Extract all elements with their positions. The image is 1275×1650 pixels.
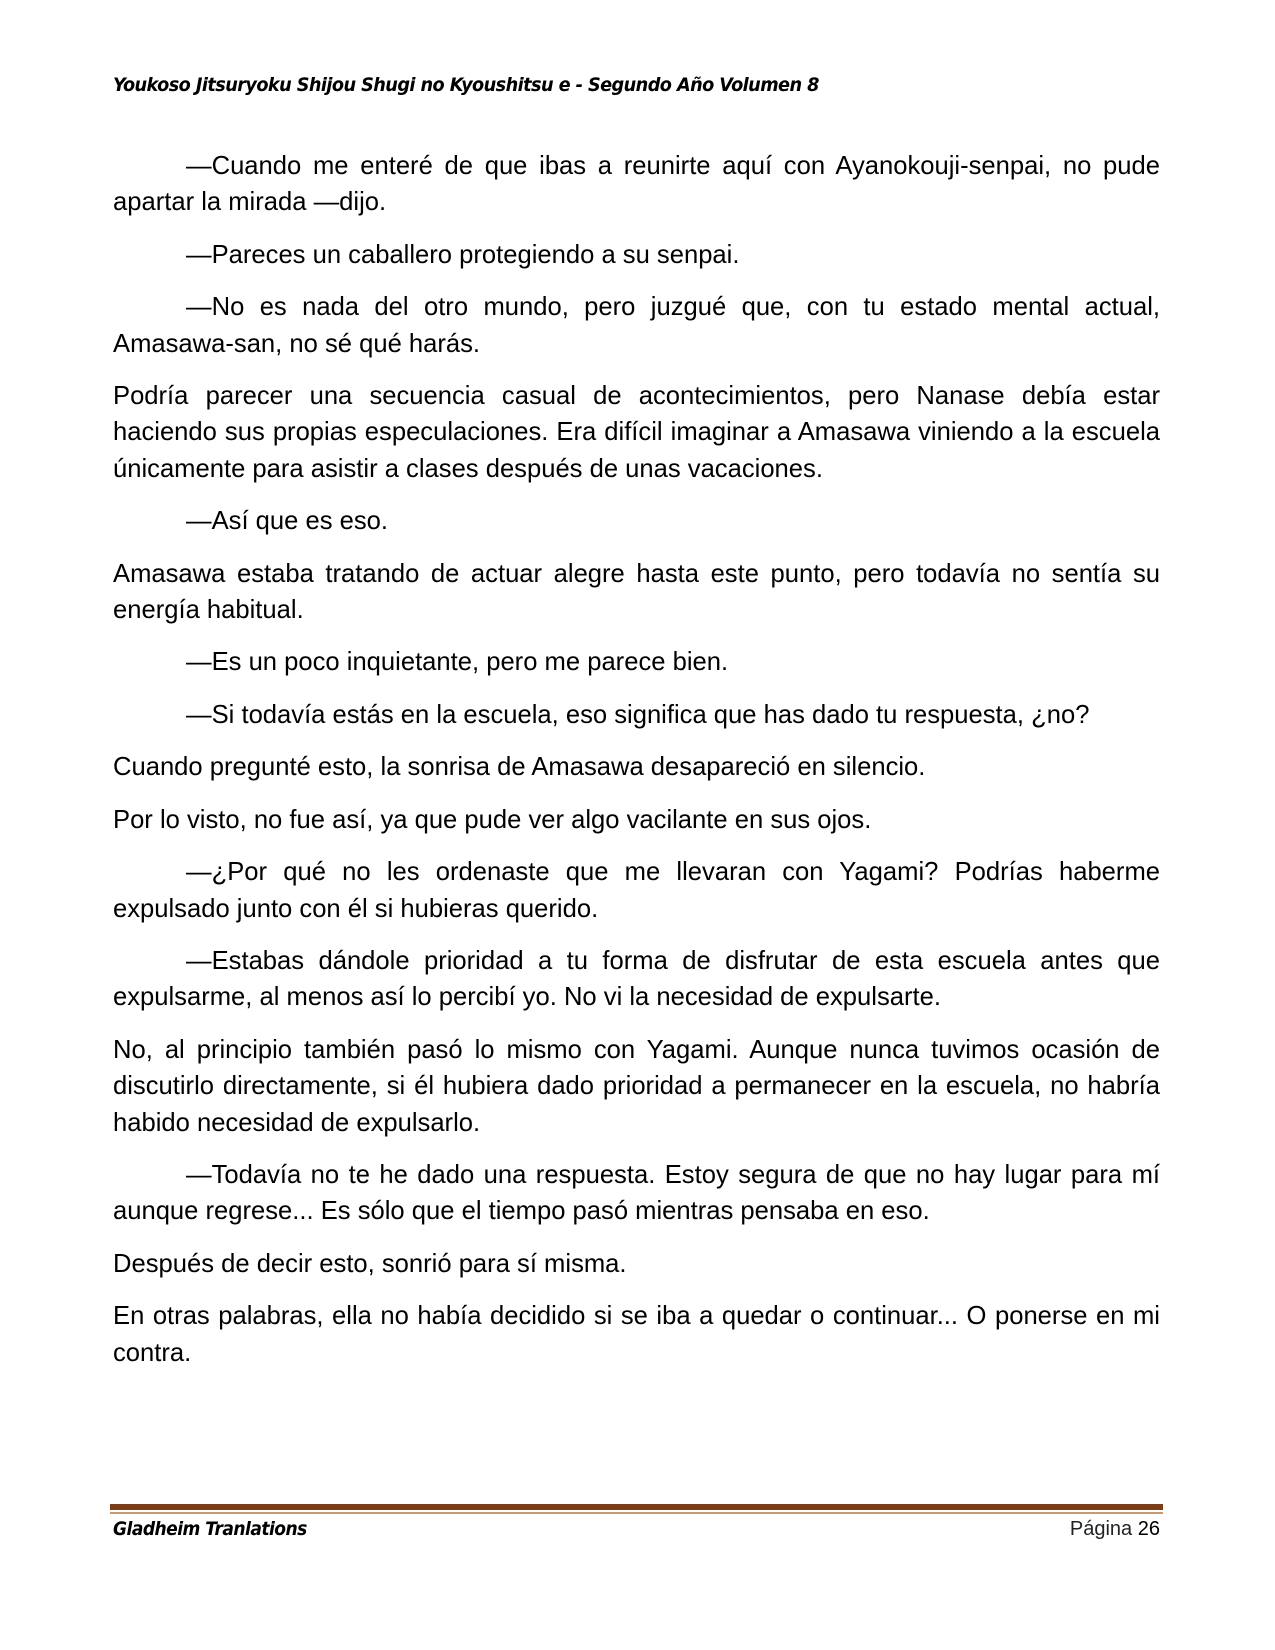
narration-paragraph: Podría parecer una secuencia casual de acontecimientos, pero Nanase debía estar haciendo sus propias especulaciones. Era difícil imaginar a Amasawa viniendo a la escuela únicamente para asistir a clases después de unas vacaciones. — [113, 382, 1160, 483]
page-body — [113, 148, 1160, 1387]
narration-paragraph: Después de decir esto, sonrió para sí misma. — [113, 1249, 627, 1278]
page-label: Página — [1069, 1518, 1133, 1540]
page-number — [1070, 1518, 1160, 1541]
running-header: Youkoso Jitsuryoku Shijou Shugi no Kyoushitsu e - Segundo Año Volumen 8 — [113, 74, 819, 96]
footer-translator: Gladheim Tranlations — [113, 1518, 307, 1540]
dialogue-paragraph: —Si todavía estás en la escuela, eso significa que has dado tu respuesta, ¿no? — [186, 700, 1090, 729]
dialogue-paragraph: —No es nada del otro mundo, pero juzgué que, con tu estado mental actual, Amasawa-san, no sé qué harás. — [113, 293, 1160, 358]
footer-divider-thick — [110, 1504, 1163, 1510]
dialogue-paragraph: —Pareces un caballero protegiendo a su senpai. — [186, 240, 740, 269]
footer-divider-thin — [110, 1512, 1163, 1514]
page-number-value: 26 — [1137, 1518, 1160, 1540]
dialogue-paragraph: —Así que es eso. — [186, 507, 389, 536]
dialogue-paragraph: —Cuando me enteré de que ibas a reunirte aquí con Ayanokouji-senpai, no pude apartar la mirada —dijo. — [113, 152, 1160, 217]
narration-paragraph: Amasawa estaba tratando de actuar alegre hasta este punto, pero todavía no sentía su energía habitual. — [113, 559, 1160, 625]
dialogue-paragraph: —Estabas dándole prioridad a tu forma de disfrutar de esta escuela antes que expulsarme, al menos así lo percibí yo. No vi la necesidad de expulsarte. — [113, 946, 1160, 1012]
narration-paragraph: No, al principio también pasó lo mismo con Yagami. Aunque nunca tuvimos ocasión de discutirlo directamente, si él hubiera dado prioridad a permanecer en la escuela, no habría habido necesidad de expulsarlo. — [113, 1035, 1160, 1137]
narration-paragraph: En otras palabras, ella no había decidido si se iba a quedar o continuar... O ponerse en mi contra. — [113, 1302, 1160, 1367]
narration-paragraph: Cuando pregunté esto, la sonrisa de Amasawa desapareció en silencio. — [113, 753, 926, 782]
dialogue-paragraph: —Todavía no te he dado una respuesta. Estoy segura de que no hay lugar para mí aunque regrese... Es sólo que el tiempo pasó mientras pensaba en eso. — [113, 1160, 1160, 1226]
dialogue-paragraph: —¿Por qué no les ordenaste que me llevaran con Yagami? Podrías haberme expulsado junto con él si hubieras querido. — [113, 858, 1160, 923]
narration-paragraph: Por lo visto, no fue así, ya que pude ver algo vacilante en sus ojos. — [113, 805, 872, 834]
dialogue-paragraph: —Es un poco inquietante, pero me parece bien. — [186, 648, 729, 677]
footer-divider — [110, 1504, 1163, 1514]
